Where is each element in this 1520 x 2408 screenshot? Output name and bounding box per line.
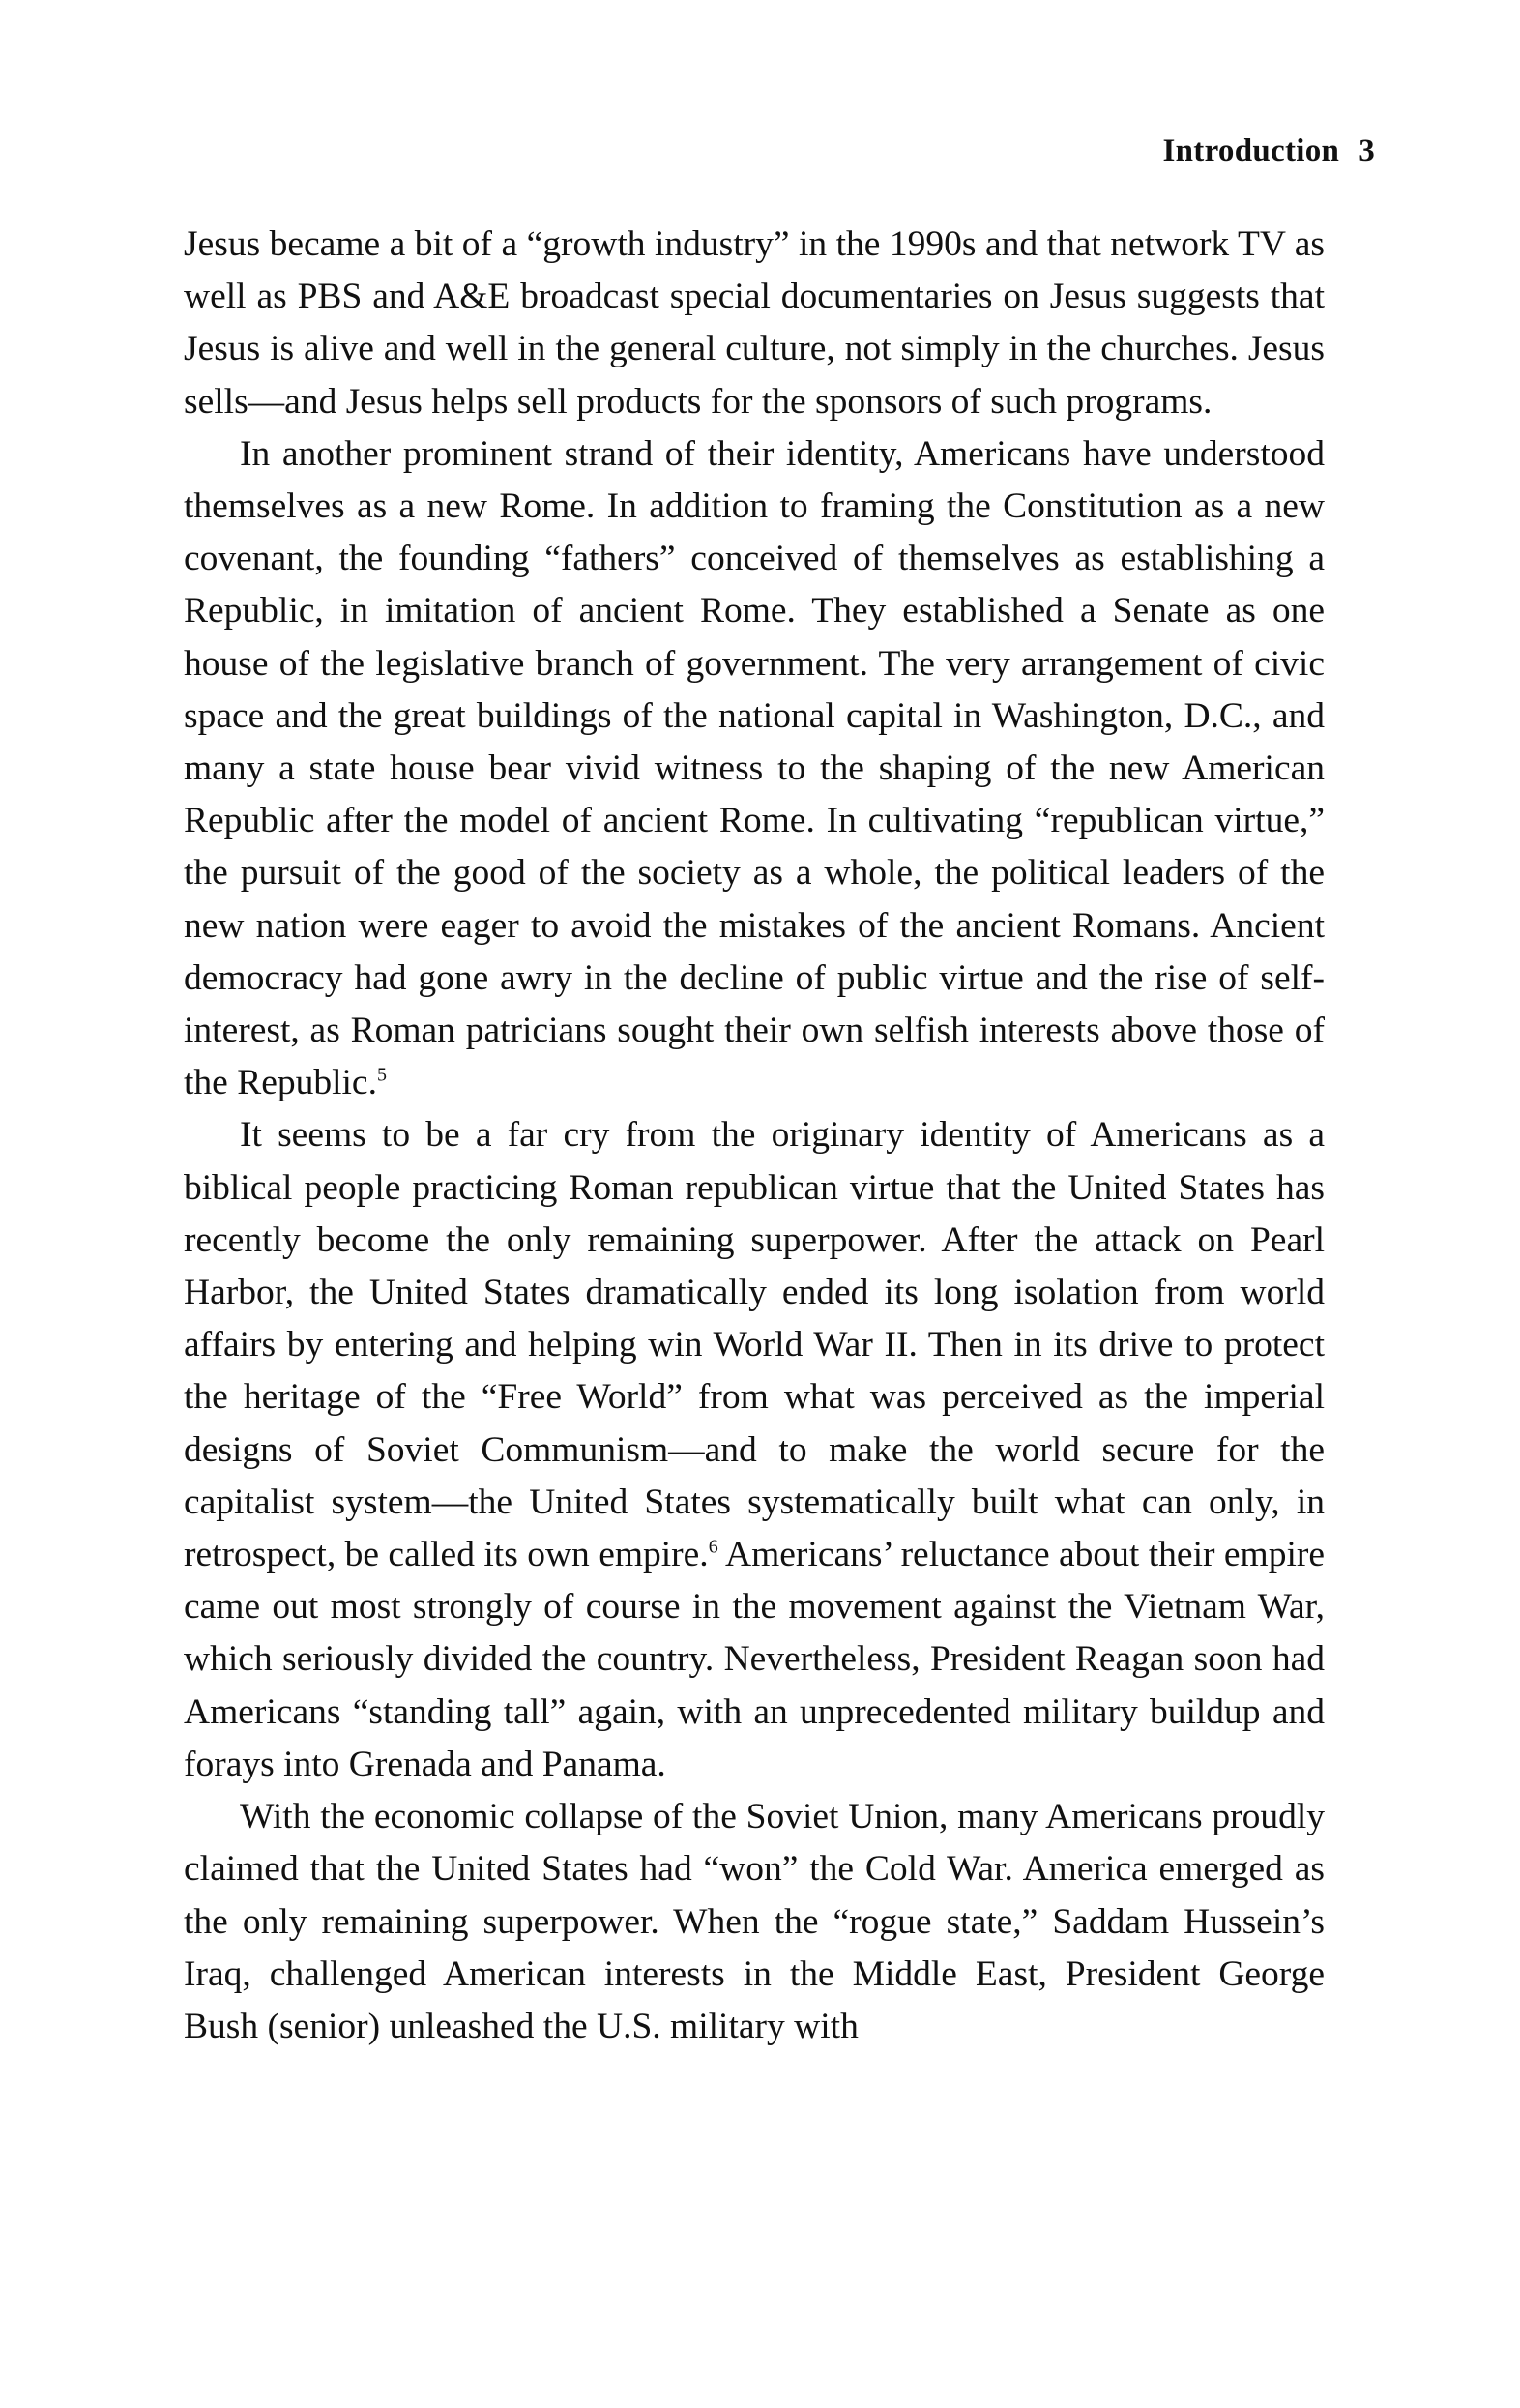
footnote-marker: 5 bbox=[376, 1064, 387, 1086]
footnote-marker: 6 bbox=[708, 1536, 718, 1558]
body-text bbox=[184, 219, 1325, 2053]
running-head bbox=[1162, 133, 1375, 169]
running-head-title: Introduction bbox=[1162, 133, 1340, 168]
paragraph-text: It seems to be a far cry from the originary identity of Americans as a biblical people practicing Roman republican virtue that the United States has recently become the only remaining superpower. After the attack on Pearl Harbor, the United States dramatically ended its long isolation from world affairs by entering and helping win World War II. Then in its drive to protect the heritage of the “Free World” from what was perceived as the imperial designs of Soviet Communism—and to make the world secure for the capitalist system—the United States systematically built what can only, in retrospect, be called its own empire. bbox=[184, 1115, 1325, 1575]
paragraph-2 bbox=[184, 428, 1325, 1110]
paragraph-text: In another prominent strand of their identity, Americans have understood themselves as a new Rome. In addition to framing the Constitution as a new covenant, the founding “fathers” conceived of themselves as establishing a Republic, in imitation of ancient Rome. They established a Senate as one house of the legislative branch of government. The very arrangement of civic space and the great buildings of the national capital in Washington, D.C., and many a state house bear vivid witness to the shaping of the new American Republic after the model of ancient Rome. In cultivating “republican virtue,” the pursuit of the good of the society as a whole, the political leaders of the new nation were eager to avoid the mistakes of the ancient Romans. Ancient democracy had gone awry in the decline of public virtue and the rise of self-interest, as Roman patricians sought their own selfish interests above those of the Republic. bbox=[184, 433, 1325, 1103]
paragraph-4 bbox=[184, 1791, 1325, 2053]
paragraph-text: Jesus became a bit of a “growth industry” in the 1990s and that network TV as well as PBS and A&E broadcast special documentaries on Jesus suggests that Jesus is alive and well in the general culture, not simply in the churches. Jesus sells—and Jesus helps sell products for the sponsors of such programs. bbox=[184, 224, 1325, 422]
paragraph-text-continued: Americans’ reluctance about their empire came out most strongly of course in the movement against the Vietnam War, which seriously divided the country. Nevertheless, President Reagan soon had Americans “standing tall” again, with an unprecedented military buildup and forays into Grenada and Panama. bbox=[184, 1535, 1325, 1784]
page-number: 3 bbox=[1359, 133, 1375, 168]
paragraph-text: With the economic collapse of the Soviet Union, many Americans proudly claimed that the United States had “won” the Cold War. America emerged as the only remaining superpower. When the “rogue state,” Saddam Hussein’s Iraq, challenged American interests in the Middle East, President George Bush (senior) unleashed the U.S. military with bbox=[184, 1797, 1325, 2046]
paragraph-3 bbox=[184, 1109, 1325, 1791]
paragraph-1 bbox=[184, 219, 1325, 428]
